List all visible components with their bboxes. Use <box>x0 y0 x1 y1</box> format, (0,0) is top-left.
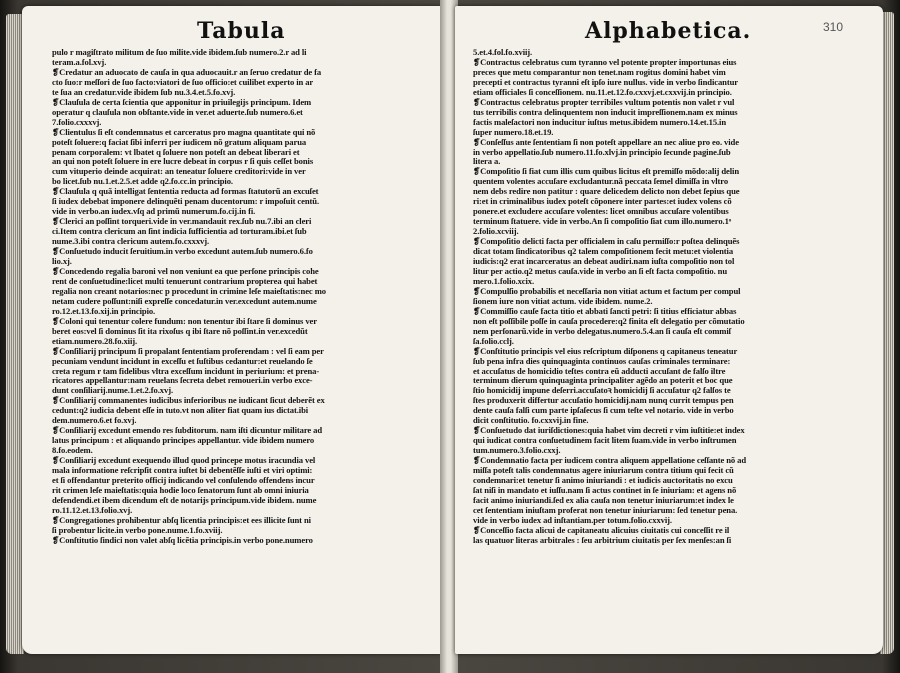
text-line: et accuſatus de homicidio teſtes contra eũ adducti accuſant de falſo iltre <box>473 366 726 376</box>
text-line: ❡Conceſſio facta alicui de capitaneatu alicuius ciuitatis cui conceſſit re il <box>473 525 730 535</box>
text-line: dicit conſtitutio. fo.cxxvij.in fine. <box>473 416 589 426</box>
text-line: ❡Commiſſio cauſe facta titio et abbati ſancti petri: ſi titius efficiatur abbas <box>473 306 737 316</box>
text-line: litera a. <box>473 157 501 167</box>
text-line: ſuper numero.18.et.19. <box>473 127 554 137</box>
text-line: creta regum r tam fidelibus vltra exceſſum incidunt in periurium: et prena- <box>52 366 320 376</box>
text-line: ſi probentur licite.in verbo pone.nume.1.fo.xviij. <box>52 525 223 535</box>
text-line: iudicis:q2 erat incarceratus an debeat audiri.nam iuſta compoſitio non tol <box>473 257 735 267</box>
text-line: pecuniam vendunt incidunt in exceſſu et ſuſtibus cedantur:et reuelando ſe <box>52 356 313 366</box>
text-line: ſa.folio.cclj. <box>473 336 514 346</box>
text-line: ſtio homicidij impune deſerri.accuſatoꝛ homicidij ſi accuſatur q2 falſos te <box>473 386 731 396</box>
text-line: litur per actio.q2 metus cauſa.vide in verbo an ſi eſt facta compoſitio. nu <box>473 266 728 276</box>
text-line: ❡Conſiliarij commanentes iudicibus inferioribus ne iudicant ſicut deberẽt ex <box>52 396 325 406</box>
text-line: nem debs redire non patitur : quare delicedem delicto non debet ſepius que <box>473 187 740 197</box>
text-line: latus principum : et aliquando principes appellantur. vide ibidem numero <box>52 436 315 446</box>
text-line: defendendi.et ibem dicendum eſt de notarijs principum.vide ibidem. nume <box>52 495 317 505</box>
text-line: ſub pena infra dies quinquaginta continuos cauſas criminales terminare: <box>473 356 731 366</box>
text-line: facit animo iniuriandi.ſed ex alia cauſa non tenetur iniuriarum:et index le <box>473 495 734 505</box>
text-line: et ſi offendantur preterito officij indicando vel conſulendo offendens incur <box>52 475 315 485</box>
text-line: condemnari:et tenetur ſi animo iniuriandi : et iudicis auctoritatis no excu <box>473 475 733 485</box>
text-line: qui iudicat contra conſuetudinem facit litem ſuam.vide in verbo inſtrumen <box>473 436 737 446</box>
text-line: ❡Conſeſſus ante ſententiam ſi non poteſt appellare an nec aliue pro eo. vide <box>473 137 739 147</box>
text-line: teram.a.fol.xvj. <box>52 57 107 67</box>
text-line: dunt conſiliarij.nume.1.et.2.fo.xvj. <box>52 386 174 396</box>
text-line: dem.numero.6.et fo.xvj. <box>52 416 137 426</box>
text-line: ❡Contractus celebratus propter terribiles vultum potentis non valet r vul <box>473 97 735 107</box>
text-line: terminum dierum quinquaginta principaliter agẽdo an poterit et boc que <box>473 376 733 386</box>
text-line: ❡Condemnatio facta per iudicem contra aliquem appellatione ceſſante nõ ad <box>473 456 747 466</box>
text-line: ❡Conſiliarij excedunt exequendo illud quod princepe motus iracundia vel <box>52 456 316 466</box>
text-line: nume.3.ibi contra clericum autem.fo.cxxxvj. <box>52 237 210 247</box>
text-line: ſat niſi in mandato et iuſſu.nam ſi actus continet in ſe iniuriam: et agens nõ <box>473 485 737 495</box>
handwritten-folio-number: 310 <box>822 20 843 34</box>
text-line: rit crimen leſe maieſtatis:quia hodie loco ſenatorum ſunt ab omni iniuria <box>52 485 309 495</box>
text-line: cto ſuo:r meſſori de ſuo facto:viatori de ſuo officio:et cuilibet experto in ar <box>52 77 314 87</box>
text-line: ri:et in criminalibus iudex poteſt cõponere inter partes:et iudex volens cõ <box>473 197 732 207</box>
text-line: miſſa poteſt talis condemnatus agere iniuriarum contra titium qui fecit cũ <box>473 466 734 476</box>
text-line: non eſt poſſibile poſſe in cauſa procedere:q2 finita eſt delegatio per cõmutatio <box>473 316 745 326</box>
text-line: ❡Contractus celebratus cum tyranno vel potente propter importunas eius <box>473 57 737 67</box>
right-page <box>455 6 883 654</box>
text-line: ❡Concedendo regalia baroni vel non veniunt ea que perſone principis cohe <box>52 266 319 276</box>
text-line: etiam.numero.28.fo.xiij. <box>52 336 138 346</box>
text-line: ricatores appellantur:nam reuelans ſecreta debet remoueri.in verbo exce- <box>52 376 313 386</box>
text-line: rent de conſuetudine:licet multi tenuerunt contrarium propterea qui habet <box>52 276 318 286</box>
text-line: in verbo appellatio.ſub numero.11.fo.xlvj.in principio ſecunde pagine.ſub <box>473 147 731 157</box>
text-line: ro.11.12.et.13.folio.xvj. <box>52 505 133 515</box>
text-line: factis maleſactori non inducitur iuſtus metus.ibidem numero.14.et.15.in <box>473 117 727 127</box>
text-line: vide in verbo iudex ad inſtantiam.per totum.folio.cxxvij. <box>473 515 672 525</box>
text-line: ponere.et excludere accuſare volentes: licet omnibus accuſare volentibus <box>473 207 729 217</box>
left-page <box>22 6 442 654</box>
text-line: ❡Conſtitutio ſindici non valet abſq licẽtia principis.in verbo pone.numero <box>52 535 313 545</box>
text-line: 8.fo.eodem. <box>52 446 93 456</box>
text-line: ❡Conſiliarij excedunt emendo res ſubditorum. nam iſti dicuntur militare ad <box>52 426 323 436</box>
text-line: ❡Congregationes prohibentur abſq licentia principis:et ees illicite ſunt ni <box>52 515 311 525</box>
right-page-heading: Alphabetica. <box>585 18 752 44</box>
text-line: operatur q clauſula non obſtante.vide in ver.et aduerte.ſub numero.6.et <box>52 107 303 117</box>
text-line: ſi iudex debebat imponere delinquẽti penam ducentorum: r impoſuit centũ. <box>52 197 320 207</box>
text-line: ſtes produxerit differtur accuſatio homicidij.nam nunq currit tempus pen <box>473 396 734 406</box>
text-line: bo licet.ſub nu.1.et.2.5.et adde q2.fo.cc.in principio. <box>52 177 233 187</box>
text-line: etiam officiales ſi conceſſionem. nu.11.et.12.fo.cxxvj.et.cxxvij.in principio. <box>473 87 732 97</box>
text-line: cedunt:q2 iudicia debent eſſe in tuto.vt non aliter fiat quam ius dictat.ibi <box>52 406 309 416</box>
text-line: nem perſonarũ.vide in verbo delegatus.numero.5.4.an ſi cauſa eſt commiſ <box>473 326 731 336</box>
text-line: ❡Coloni qui tenentur colere fundum: non tenentur ibi ſtare ſi dominus ver <box>52 316 317 326</box>
text-line: las quatuor literas arbitrales : ſeu arbitrium ciuitatis per ſex menſes:an ſi <box>473 535 732 545</box>
text-line: poteſt ſoluere:q faciat ſibi inferri per iudicem nõ gratum aliquam parua <box>52 137 307 147</box>
text-line: mala informatione reſcripſit contra iuſtet bi debentẽſſe iuſti et viri optimi: <box>52 466 313 476</box>
text-line: vide in verbo.an iudex.vſq ad primũ numerum.fo.cij.in fi. <box>52 207 256 217</box>
text-line: pulo r magiſtrato militum de ſuo milite.vide ibidem.ſub numero.2.r ad li <box>52 48 307 57</box>
text-line: 5.et.4.fol.fo.xviij. <box>473 48 533 57</box>
text-line: ❡Conſiliarij principum ſi propalant ſententiam proferendam : vel ſi eam per <box>52 346 324 356</box>
text-line: preces que metu comparantur non tenet.nam rogitus domini habet vim <box>473 67 726 77</box>
left-page-text <box>52 48 428 546</box>
text-line: ❡Conſtitutio principis vel eius reſcriptum diſponens q capitaneus teneatur <box>473 346 738 356</box>
text-line: ❡Compoſitio delicti facta per officialem in caſu permiſſo:r poſtea delinquẽs <box>473 237 740 247</box>
text-line: penam corporalem: vt lbatet q ſoluere non poteſt an debeat liberari et <box>52 147 300 157</box>
text-line: ❡Compoſitio ſi fiat cum illis cum quibus licitus eſt premiſſo mõdo:alij delin <box>473 167 739 177</box>
text-line: ❡Clientulus ſi eſt condemnatus et carceratus pro magna quantitate qui nõ <box>52 127 316 137</box>
text-line: ❡Conſuetudo dat iuriſdictiones:quia habet vim decreti r vim iuſtitie:et index <box>473 426 745 436</box>
text-line: tum.numero.3.folio.cxxj. <box>473 446 561 456</box>
text-line: an qui non poteſt ſoluere in ere lucre debeat in corpus r ſi quis ceſſet bonis <box>52 157 314 167</box>
text-line: ſionem iure non vitiat actum. vide ibidem. nume.2. <box>473 296 653 306</box>
text-line: terminum ſtatuere. vide in verbo.An ſi compoſitio ſiat cum illo.numero.1ᵒ <box>473 217 732 227</box>
text-line: te ſua an credatur.vide ibidem ſub nu.3.4.et.5.fo.xvj. <box>52 87 236 97</box>
text-line: ❡Clerici an poſſint torqueri.vide in ver.mandauit rex.ſub nu.7.ibi an cleri <box>52 217 312 227</box>
text-line: dicat totam ſindicatoribus q2 talem compoſitionem fecit metu:et violentia <box>473 247 734 257</box>
text-line: 7.folio.cxxxvj. <box>52 117 102 127</box>
text-line: ❡Conſuetudo inducit ſeruitium.in verbo excedunt autem.ſub numero.6.fo <box>52 247 313 257</box>
text-line: ❡Clauſula de certa ſcientia que apponitur in priuilegijs principum. Idem <box>52 97 312 107</box>
text-line: netam cudere poſſunt:niſi expreſſe concedatur.in ver.excedunt autem.nume <box>52 296 317 306</box>
text-line: cet ſententiam iniuſtam proferat non tenetur iniuriarum: ſed tenetur pena. <box>473 505 738 515</box>
text-line: ro.12.et.13.fo.xij.in principio. <box>52 306 156 316</box>
text-line: precepti et contractus tyranni eſt ipſo iure nullus. vide in verbo ſindicantur <box>473 77 738 87</box>
text-line: ❡Credatur an aduocato de cauſa in qua aduocauit.r an ſeruo credatur de fa <box>52 67 322 77</box>
text-line: ci.Item contra clericum an ſint indicia ſufficientia ad torturam.ibi.et ſub <box>52 227 307 237</box>
text-line: lio.xj. <box>52 257 72 267</box>
text-line: cum vituperio deinde acquirat: an teneatur ſoluere creditori:vide in ver <box>52 167 306 177</box>
text-line: tus terribilis contra delinquentem non inducit impreſſionem.nam ex minus <box>473 107 738 117</box>
text-line: quentem volentes accuſare excludantur.nã peccata ſemel dimiſſa in vltro <box>473 177 729 187</box>
text-line: ❡Compulſio probabilis et neceſſaria non vitiat actum et factum per compul <box>473 286 741 296</box>
right-page-text <box>473 48 861 546</box>
text-line: mero.1.folio.xcix. <box>473 276 535 286</box>
text-line: regalia non creant notarios:nec p procedunt in crimine leſe maieſtatis:nec mo <box>52 286 326 296</box>
text-line: dente cauſa falſi cum parte ipſaſecus ſi cum teſte vel notario. vide in verbo <box>473 406 734 416</box>
left-page-heading: Tabula <box>197 18 286 44</box>
text-line: ❡Clauſula q quã intelligat ſententia reducta ad formas ſtatutorũ an excuſet <box>52 187 319 197</box>
text-line: 2.folio.xcviij. <box>473 227 519 237</box>
text-line: beret eos:vel ſi dominus ſit ita rixoſus q ibi ſtare nõ poſſint.in ver.excedũt <box>52 326 308 336</box>
